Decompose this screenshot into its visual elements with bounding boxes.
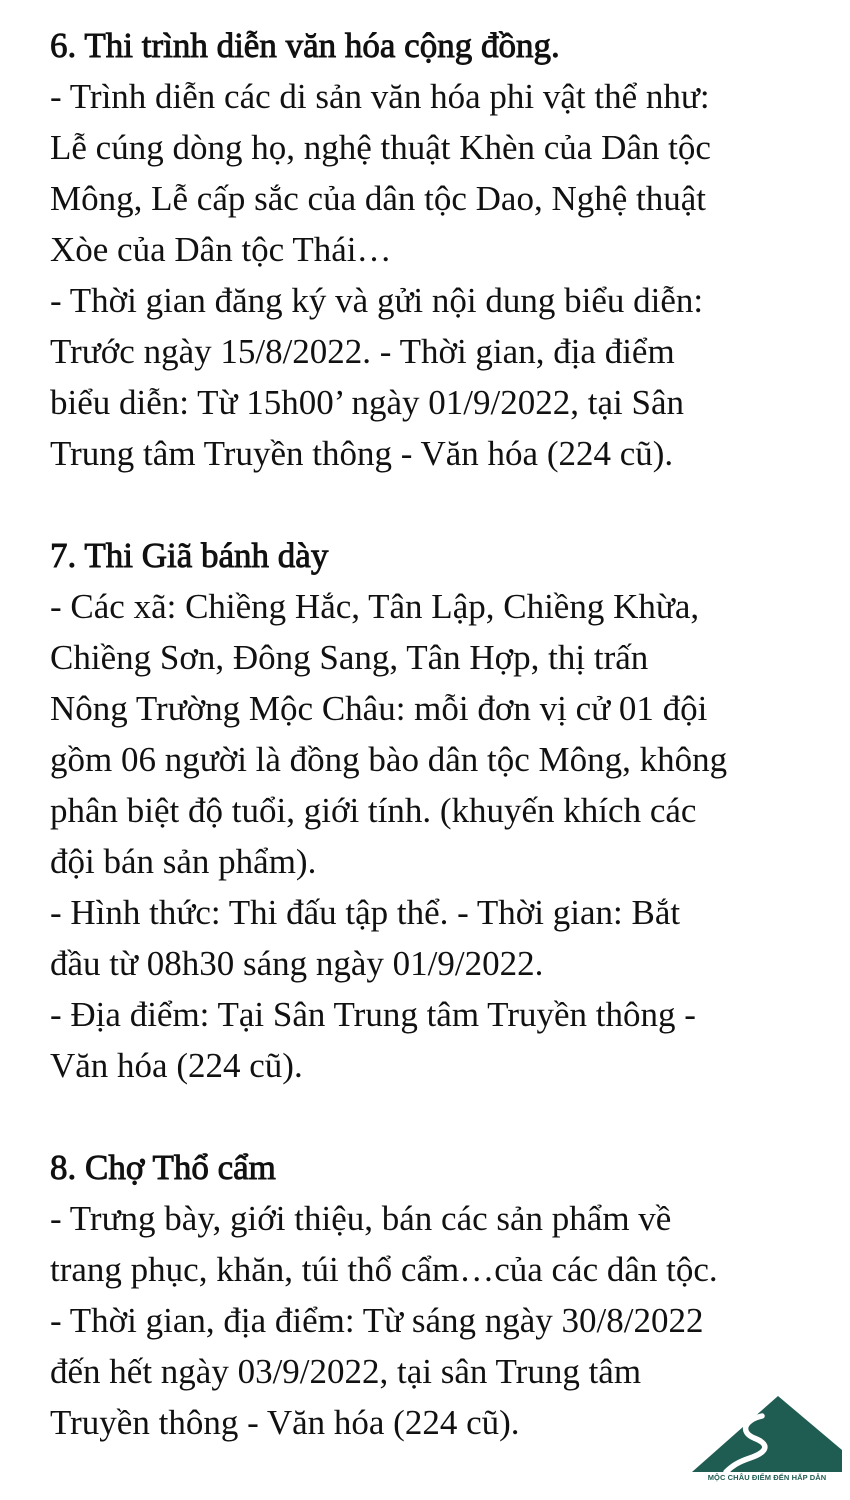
section-title: 6. Thi trình diễn văn hóa cộng đồng. [50,26,560,65]
body-line: Trước ngày 15/8/2022. - Thời gian, địa điểm [50,332,675,371]
body-line: đến hết ngày 03/9/2022, tại sân Trung tâm [50,1352,642,1391]
body-line: đầu từ 08h30 sáng ngày 01/9/2022. [50,944,544,983]
section-spacer [50,479,830,530]
body-line: đội bán sản phẩm). [50,842,317,881]
section-spacer [50,1091,830,1142]
body-line: Nông Trường Mộc Châu: mỗi đơn vị cử 01 đội [50,689,708,728]
body-line: - Hình thức: Thi đấu tập thể. - Thời gian: Bắt [50,893,681,932]
logo-text: MỘC CHÂU ĐIỂM ĐẾN HẤP DẪN [707,1473,827,1482]
body-line: Truyền thông - Văn hóa (224 cũ). [50,1403,520,1442]
body-line: Chiềng Sơn, Đông Sang, Tân Hợp, thị trấn [50,638,649,677]
body-line: phân biệt độ tuổi, giới tính. (khuyến khích các [50,791,697,830]
body-line: Lễ cúng dòng họ, nghệ thuật Khèn của Dân tộc [50,128,711,167]
body-line: - Thời gian đăng ký và gửi nội dung biểu diễn: [50,281,704,320]
body-line: Trung tâm Truyền thông - Văn hóa (224 cũ). [50,434,674,473]
body-line: - Thời gian, địa điểm: Từ sáng ngày 30/8/2022 [50,1301,704,1340]
body-line: gồm 06 người là đồng bào dân tộc Mông, không [50,740,728,779]
section-7 [50,530,830,1091]
section-title: 8. Chợ Thổ cẩm [50,1148,276,1187]
body-line: - Địa điểm: Tại Sân Trung tâm Truyền thông - [50,995,696,1034]
section-6 [50,20,830,479]
body-line: Xòe của Dân tộc Thái… [50,230,392,269]
body-line: - Trình diễn các di sản văn hóa phi vật thể như: [50,77,710,116]
body-line: biểu diễn: Từ 15h00’ ngày 01/9/2022, tại Sân [50,383,684,422]
document-body [50,20,830,1448]
body-line: - Các xã: Chiềng Hắc, Tân Lập, Chiềng Khừa, [50,587,700,626]
mountain-road-icon [692,1394,842,1474]
body-line: trang phục, khăn, túi thổ cẩm…của các dân tộc. [50,1250,718,1289]
body-line: Mông, Lễ cấp sắc của dân tộc Dao, Nghệ thuật [50,179,707,218]
section-title: 7. Thi Giã bánh dày [50,536,329,575]
body-line: - Trưng bày, giới thiệu, bán các sản phẩm về [50,1199,672,1238]
body-line: Văn hóa (224 cũ). [50,1046,303,1085]
brand-logo [692,1394,842,1486]
